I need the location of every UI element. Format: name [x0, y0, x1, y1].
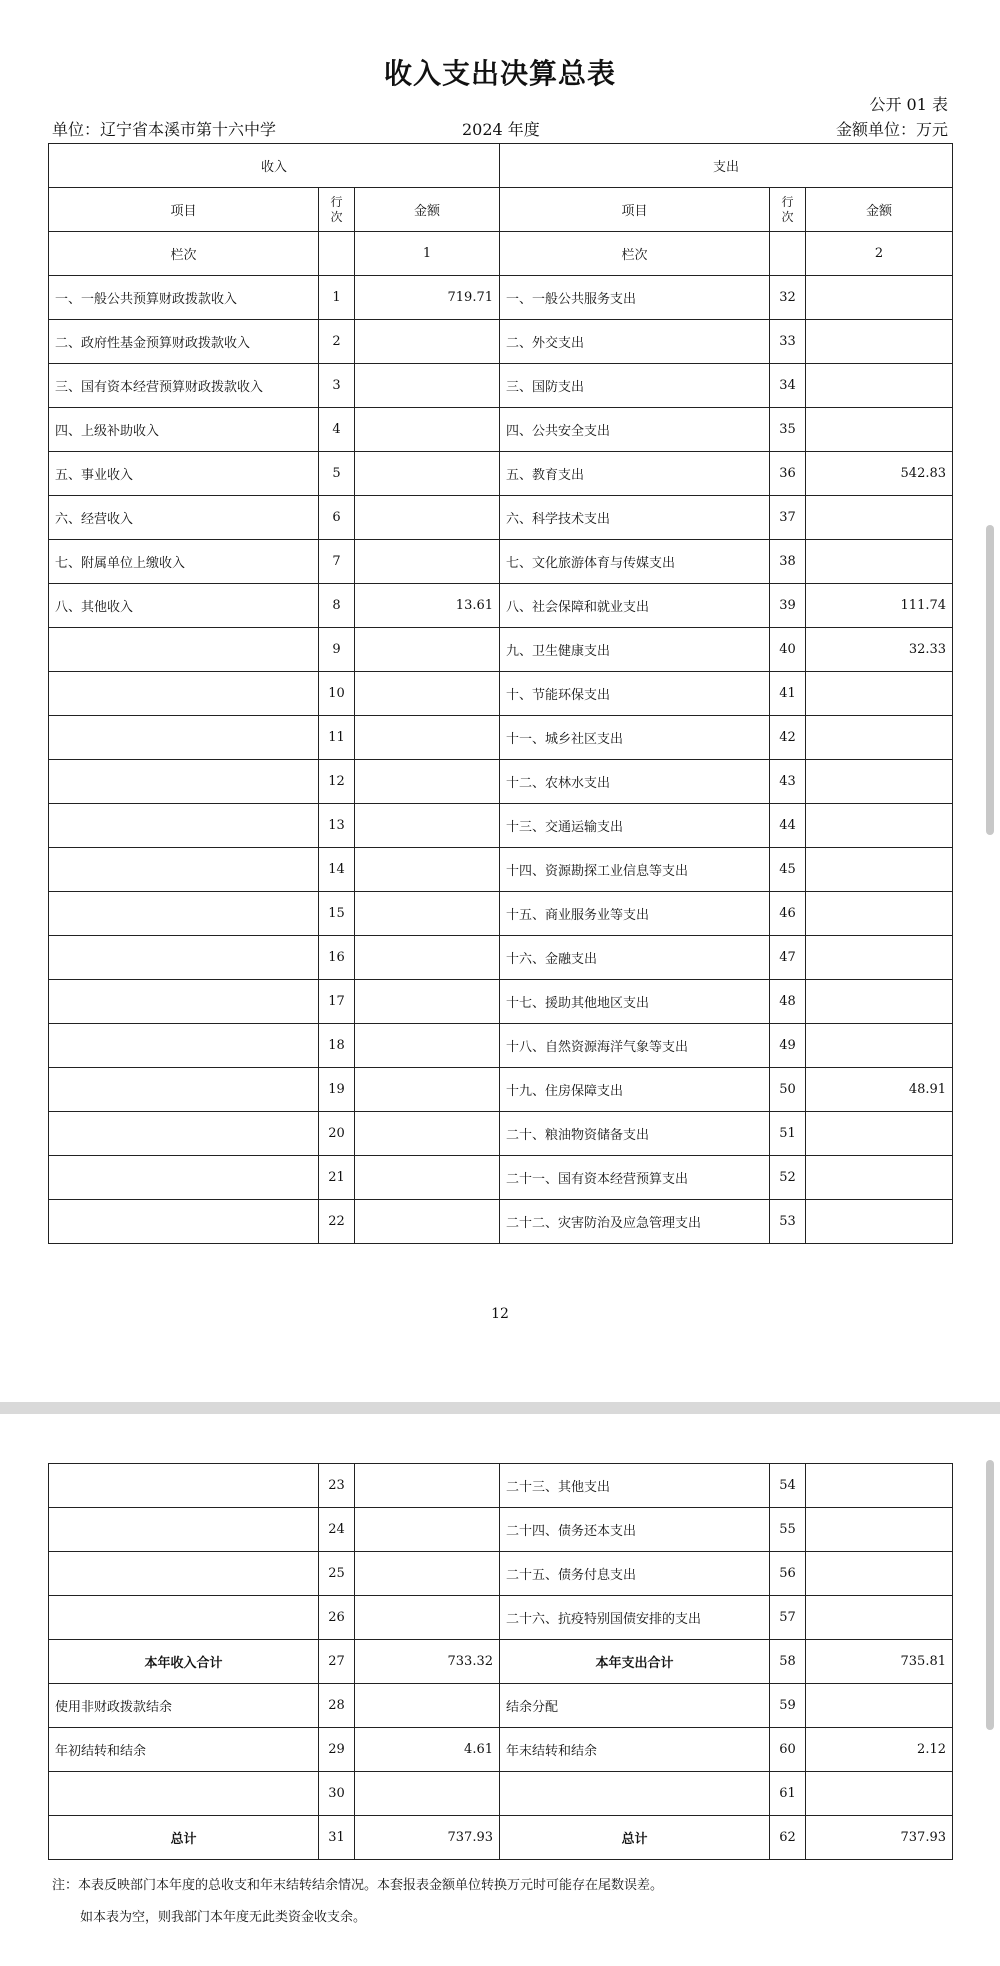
table-row: [49, 1156, 953, 1200]
expense-item-cell: 一、一般公共服务支出: [500, 276, 770, 320]
table-page-2: [48, 1463, 953, 1860]
expense-item-cell: 结余分配: [500, 1684, 770, 1728]
expense-line-cell: 58: [770, 1640, 806, 1684]
income-line-cell: 9: [319, 628, 355, 672]
expense-item-cell: 二十四、债务还本支出: [500, 1508, 770, 1552]
income-amount-cell: [355, 980, 500, 1024]
expense-amount-cell: [806, 804, 953, 848]
expense-amount-cell: [806, 408, 953, 452]
income-amount-cell: [355, 936, 500, 980]
expense-amount-cell: [806, 672, 953, 716]
income-amount-cell: 733.32: [355, 1640, 500, 1684]
table-row: [49, 892, 953, 936]
table-row: [49, 672, 953, 716]
income-amount-cell: 13.61: [355, 584, 500, 628]
expense-amount-cell: 735.81: [806, 1640, 953, 1684]
table-row: [49, 980, 953, 1024]
expense-line-cell: 60: [770, 1728, 806, 1772]
expense-item-cell: 三、国防支出: [500, 364, 770, 408]
expense-line-cell: 39: [770, 584, 806, 628]
income-line-cell: 15: [319, 892, 355, 936]
income-item-cell: [49, 1552, 319, 1596]
income-line-cell: 7: [319, 540, 355, 584]
table-row: [49, 804, 953, 848]
income-item-cell: [49, 1068, 319, 1112]
table-row: [49, 1464, 953, 1508]
income-item-cell: [49, 1024, 319, 1068]
table-row: [49, 1816, 953, 1860]
income-item-cell: 本年收入合计: [49, 1640, 319, 1684]
expense-amount-cell: [806, 1464, 953, 1508]
income-column-number: 1: [355, 232, 500, 276]
expense-line-cell: 41: [770, 672, 806, 716]
expense-line-cell: 40: [770, 628, 806, 672]
expense-line-cell: 42: [770, 716, 806, 760]
table-row: [49, 1552, 953, 1596]
income-line-cell: 2: [319, 320, 355, 364]
unit-label: 单位：辽宁省本溪市第十六中学: [52, 120, 277, 139]
expense-line-header: 行次: [770, 188, 806, 232]
income-item-cell: [49, 1464, 319, 1508]
income-amount-cell: [355, 848, 500, 892]
expense-line-cell: 55: [770, 1508, 806, 1552]
expense-item-cell: 年末结转和结余: [500, 1728, 770, 1772]
expense-line-cell: 50: [770, 1068, 806, 1112]
income-item-cell: [49, 672, 319, 716]
expense-column-line: [770, 232, 806, 276]
expense-item-cell: 二十三、其他支出: [500, 1464, 770, 1508]
income-line-cell: 4: [319, 408, 355, 452]
income-item-cell: 七、附属单位上缴收入: [49, 540, 319, 584]
income-column-label: 栏次: [49, 232, 319, 276]
income-amount-cell: [355, 672, 500, 716]
income-item-cell: [49, 804, 319, 848]
header-row-column-index: [49, 232, 953, 276]
expense-amount-cell: [806, 540, 953, 584]
expense-amount-cell: [806, 1112, 953, 1156]
expense-amount-cell: [806, 936, 953, 980]
expense-item-cell: 十六、金融支出: [500, 936, 770, 980]
table-row: [49, 584, 953, 628]
income-column-line: [319, 232, 355, 276]
expense-item-cell: 十八、自然资源海洋气象等支出: [500, 1024, 770, 1068]
income-item-cell: 六、经营收入: [49, 496, 319, 540]
income-item-cell: [49, 628, 319, 672]
table-row: [49, 364, 953, 408]
income-item-cell: 总计: [49, 1816, 319, 1860]
expense-item-cell: 十四、资源勘探工业信息等支出: [500, 848, 770, 892]
income-item-cell: 三、国有资本经营预算财政拨款收入: [49, 364, 319, 408]
expense-line-cell: 51: [770, 1112, 806, 1156]
income-item-cell: [49, 848, 319, 892]
income-line-cell: 21: [319, 1156, 355, 1200]
expense-item-cell: 六、科学技术支出: [500, 496, 770, 540]
income-item-cell: [49, 936, 319, 980]
income-item-cell: 二、政府性基金预算财政拨款收入: [49, 320, 319, 364]
table-row: [49, 716, 953, 760]
expense-item-header: 项目: [500, 188, 770, 232]
income-item-cell: [49, 892, 319, 936]
expense-line-cell: 36: [770, 452, 806, 496]
expense-line-cell: 56: [770, 1552, 806, 1596]
expense-line-cell: 49: [770, 1024, 806, 1068]
expense-amount-cell: [806, 1772, 953, 1816]
expense-item-cell: 十一、城乡社区支出: [500, 716, 770, 760]
report-header: [52, 117, 948, 141]
table-row: [49, 1200, 953, 1244]
income-line-cell: 14: [319, 848, 355, 892]
income-amount-cell: [355, 364, 500, 408]
income-line-cell: 10: [319, 672, 355, 716]
expense-item-cell: 四、公共安全支出: [500, 408, 770, 452]
expense-line-cell: 35: [770, 408, 806, 452]
table-row: [49, 628, 953, 672]
income-item-cell: [49, 1508, 319, 1552]
table-row: [49, 1024, 953, 1068]
expense-amount-cell: [806, 980, 953, 1024]
income-item-cell: 四、上级补助收入: [49, 408, 319, 452]
year-label: 2024 年度: [462, 120, 540, 139]
page-separator: [0, 1402, 1000, 1414]
income-header: 收入: [49, 144, 500, 188]
expense-amount-cell: [806, 716, 953, 760]
income-item-cell: 一、一般公共预算财政拨款收入: [49, 276, 319, 320]
income-line-cell: 26: [319, 1596, 355, 1640]
income-item-cell: 八、其他收入: [49, 584, 319, 628]
expense-line-cell: 62: [770, 1816, 806, 1860]
income-item-cell: [49, 716, 319, 760]
expense-line-cell: 32: [770, 276, 806, 320]
table-row: [49, 276, 953, 320]
table-row: [49, 1728, 953, 1772]
income-item-cell: [49, 1156, 319, 1200]
expense-item-cell: 五、教育支出: [500, 452, 770, 496]
table-row: [49, 1772, 953, 1816]
income-amount-cell: [355, 1112, 500, 1156]
income-amount-cell: [355, 1156, 500, 1200]
income-line-cell: 6: [319, 496, 355, 540]
income-item-cell: 年初结转和结余: [49, 1728, 319, 1772]
income-amount-cell: 737.93: [355, 1816, 500, 1860]
expense-line-cell: 54: [770, 1464, 806, 1508]
income-amount-cell: [355, 408, 500, 452]
income-line-header: 行次: [319, 188, 355, 232]
income-line-cell: 25: [319, 1552, 355, 1596]
expense-item-cell: 十二、农林水支出: [500, 760, 770, 804]
income-amount-cell: [355, 804, 500, 848]
expense-amount-cell: 737.93: [806, 1816, 953, 1860]
expense-line-cell: 57: [770, 1596, 806, 1640]
expense-item-cell: 十三、交通运输支出: [500, 804, 770, 848]
header-row-columns: [49, 188, 953, 232]
scrollbar-thumb[interactable]: [986, 525, 994, 835]
expense-item-cell: 二十二、灾害防治及应急管理支出: [500, 1200, 770, 1244]
income-amount-cell: [355, 892, 500, 936]
money-unit-label: 金额单位：万元: [835, 120, 948, 139]
expense-line-cell: 61: [770, 1772, 806, 1816]
income-line-cell: 16: [319, 936, 355, 980]
income-line-cell: 8: [319, 584, 355, 628]
income-line-cell: 31: [319, 1816, 355, 1860]
expense-amount-header: 金额: [806, 188, 953, 232]
expense-amount-cell: [806, 1200, 953, 1244]
expense-item-cell: 十九、住房保障支出: [500, 1068, 770, 1112]
expense-line-cell: 45: [770, 848, 806, 892]
header-row-sections: [49, 144, 953, 188]
expense-item-cell: 七、文化旅游体育与传媒支出: [500, 540, 770, 584]
scrollbar-thumb[interactable]: [986, 1460, 994, 1730]
expense-column-label: 栏次: [500, 232, 770, 276]
table-row: [49, 760, 953, 804]
income-line-cell: 13: [319, 804, 355, 848]
table-row: [49, 1068, 953, 1112]
expense-item-cell: 十五、商业服务业等支出: [500, 892, 770, 936]
income-line-cell: 17: [319, 980, 355, 1024]
income-item-cell: [49, 1772, 319, 1816]
table-row: [49, 496, 953, 540]
income-line-cell: 24: [319, 1508, 355, 1552]
expense-item-cell: 二十一、国有资本经营预算支出: [500, 1156, 770, 1200]
expense-amount-cell: [806, 1156, 953, 1200]
expense-amount-cell: 48.91: [806, 1068, 953, 1112]
footnote-empty: 如本表为空，则我部门本年度无此类资金收支余。: [80, 1910, 367, 1925]
income-item-cell: [49, 980, 319, 1024]
income-amount-cell: [355, 496, 500, 540]
expense-item-cell: 二十、粮油物资储备支出: [500, 1112, 770, 1156]
expense-item-cell: 二十六、抗疫特别国债安排的支出: [500, 1596, 770, 1640]
income-item-cell: [49, 1200, 319, 1244]
expense-item-cell: 总计: [500, 1816, 770, 1860]
income-item-header: 项目: [49, 188, 319, 232]
expense-line-cell: 59: [770, 1684, 806, 1728]
table-row: [49, 1684, 953, 1728]
expense-amount-cell: [806, 320, 953, 364]
income-amount-cell: [355, 540, 500, 584]
income-item-cell: [49, 1596, 319, 1640]
income-line-cell: 28: [319, 1684, 355, 1728]
expense-header: 支出: [500, 144, 953, 188]
expense-item-cell: 本年支出合计: [500, 1640, 770, 1684]
income-line-cell: 5: [319, 452, 355, 496]
income-line-cell: 11: [319, 716, 355, 760]
expense-item-cell: 九、卫生健康支出: [500, 628, 770, 672]
table-row: [49, 452, 953, 496]
income-amount-cell: 719.71: [355, 276, 500, 320]
table-row: [49, 540, 953, 584]
expense-amount-cell: [806, 1508, 953, 1552]
footnote: 注：本表反映部门本年度的总收支和年末结转结余情况。本套报表金额单位转换万元时可能存在尾数误差。: [52, 1878, 664, 1893]
table-row: [49, 936, 953, 980]
expense-amount-cell: [806, 1684, 953, 1728]
income-amount-cell: [355, 716, 500, 760]
expense-item-cell: 八、社会保障和就业支出: [500, 584, 770, 628]
expense-amount-cell: [806, 496, 953, 540]
income-item-cell: 使用非财政拨款结余: [49, 1684, 319, 1728]
table-row: [49, 1640, 953, 1684]
income-line-cell: 23: [319, 1464, 355, 1508]
expense-line-cell: 48: [770, 980, 806, 1024]
income-amount-cell: [355, 452, 500, 496]
expense-amount-cell: [806, 848, 953, 892]
expense-line-cell: 43: [770, 760, 806, 804]
form-number: 公开 01 表: [869, 95, 948, 114]
expense-line-cell: 38: [770, 540, 806, 584]
income-line-cell: 30: [319, 1772, 355, 1816]
expense-line-cell: 37: [770, 496, 806, 540]
income-amount-cell: [355, 1068, 500, 1112]
page-title: 收入支出决算总表: [383, 57, 616, 90]
table-page-1: [48, 143, 953, 1244]
table-row: [49, 848, 953, 892]
income-amount-cell: [355, 1684, 500, 1728]
expense-line-cell: 44: [770, 804, 806, 848]
expense-amount-cell: [806, 760, 953, 804]
income-amount-header: 金额: [355, 188, 500, 232]
income-amount-cell: [355, 628, 500, 672]
income-amount-cell: [355, 1772, 500, 1816]
expense-item-cell: 二、外交支出: [500, 320, 770, 364]
table-row: [49, 1596, 953, 1640]
income-line-cell: 3: [319, 364, 355, 408]
expense-amount-cell: 32.33: [806, 628, 953, 672]
expense-amount-cell: [806, 1596, 953, 1640]
income-line-cell: 18: [319, 1024, 355, 1068]
page-number: 12: [491, 1306, 509, 1322]
expense-line-cell: 34: [770, 364, 806, 408]
expense-amount-cell: 111.74: [806, 584, 953, 628]
income-line-cell: 29: [319, 1728, 355, 1772]
expense-line-cell: 47: [770, 936, 806, 980]
income-line-cell: 22: [319, 1200, 355, 1244]
income-amount-cell: [355, 1552, 500, 1596]
expense-line-cell: 33: [770, 320, 806, 364]
income-item-cell: [49, 760, 319, 804]
income-amount-cell: [355, 1464, 500, 1508]
table-row: [49, 1112, 953, 1156]
income-line-cell: 20: [319, 1112, 355, 1156]
expense-item-cell: 二十五、债务付息支出: [500, 1552, 770, 1596]
expense-amount-cell: 542.83: [806, 452, 953, 496]
income-item-cell: [49, 1112, 319, 1156]
income-amount-cell: [355, 760, 500, 804]
expense-amount-cell: 2.12: [806, 1728, 953, 1772]
income-line-cell: 12: [319, 760, 355, 804]
expense-item-cell: 十、节能环保支出: [500, 672, 770, 716]
expense-item-cell: [500, 1772, 770, 1816]
expense-item-cell: 十七、援助其他地区支出: [500, 980, 770, 1024]
expense-amount-cell: [806, 1552, 953, 1596]
income-amount-cell: 4.61: [355, 1728, 500, 1772]
income-amount-cell: [355, 1596, 500, 1640]
expense-amount-cell: [806, 276, 953, 320]
expense-amount-cell: [806, 1024, 953, 1068]
expense-line-cell: 46: [770, 892, 806, 936]
income-line-cell: 19: [319, 1068, 355, 1112]
income-amount-cell: [355, 1200, 500, 1244]
income-item-cell: 五、事业收入: [49, 452, 319, 496]
income-line-cell: 27: [319, 1640, 355, 1684]
expense-amount-cell: [806, 364, 953, 408]
expense-amount-cell: [806, 892, 953, 936]
expense-line-cell: 53: [770, 1200, 806, 1244]
table-row: [49, 408, 953, 452]
income-amount-cell: [355, 1024, 500, 1068]
table-row: [49, 320, 953, 364]
income-amount-cell: [355, 320, 500, 364]
income-amount-cell: [355, 1508, 500, 1552]
expense-line-cell: 52: [770, 1156, 806, 1200]
table-row: [49, 1508, 953, 1552]
income-line-cell: 1: [319, 276, 355, 320]
expense-column-number: 2: [806, 232, 953, 276]
